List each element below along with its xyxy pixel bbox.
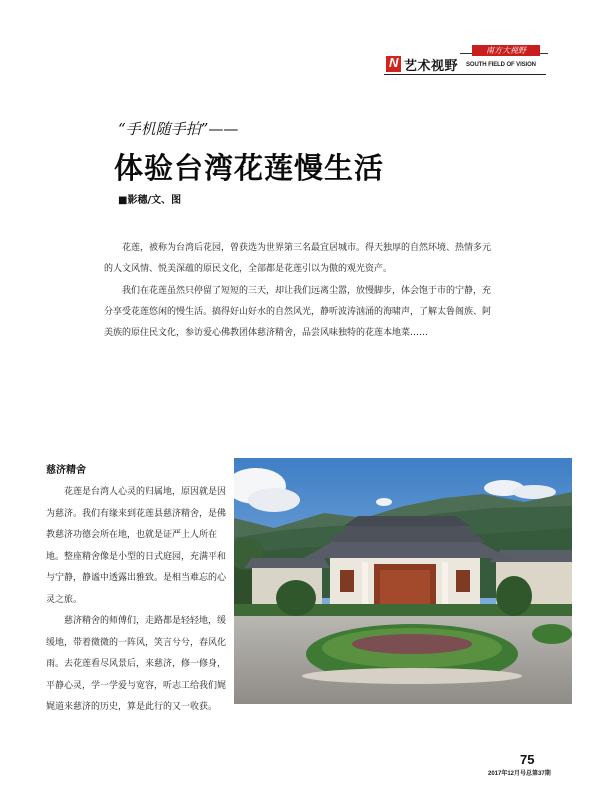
magazine-english-name: SOUTH FIELD OF VISION xyxy=(466,62,536,68)
page-number: 75 xyxy=(520,752,535,767)
intro-paragraph: 我们在花莲虽然只停留了短短的三天，却让我们远离尘嚣，放慢脚步，体会饱于市的宁静，充分享受花莲悠闲的慢生活。搞得好山好水的自然风光，静听波涛汹涌的海啸声，了解太鲁阁族、阿美族的原住民文化，参访爱心佛教团体慈济精舍，品尝风味独特的花莲本地菜…… xyxy=(104,286,492,338)
article-title: 体验台湾花莲慢生活 xyxy=(114,151,385,185)
issue-info: 2017年12月号总第37期 xyxy=(488,771,551,777)
temple-photo xyxy=(234,458,572,704)
section-paragraph: 慈济精舍的师傅们，走路都是轻轻地，缓缓地，带着微微的一阵风，笑言兮兮，春风化雨。去花莲看尽风景后，来慈济，修一修身，平静心灵，学一学爱与宽容，听志工给我们娓娓道来慈济的历史，算是此行的又一收获。 xyxy=(46,616,227,712)
column-brand: 艺术视野 xyxy=(404,59,459,74)
header-rule xyxy=(384,74,546,75)
intro-paragraph: 花莲，被称为台湾后花园，曾获选为世界第三名最宜居城市。得天独厚的自然环境、热情多元的人文风情、悦美深蕴的原民文化，全部都是花莲引以为傲的观光资产。 xyxy=(104,243,492,274)
section-title: 慈济精舍 xyxy=(46,465,86,476)
article-intro xyxy=(104,238,498,345)
magazine-name: 南方大视野 xyxy=(486,46,526,55)
article-byline: ■影穗/文、图 xyxy=(118,195,182,206)
section-paragraph: 花莲是台湾人心灵的归属地，原因就是因为慈济。我们有缘来到花莲县慈济精舍，是佛教慈济功德会所在地，也就是证严上人所在地。整座精舍像是小型的日式庭园，充满平和与宁静，静谧中透露出雅致。是相当难忘的心灵之旅。 xyxy=(46,487,227,605)
section-body xyxy=(46,482,230,719)
logo-letter: N xyxy=(389,55,399,70)
article-subtitle: “手机随手拍”—— xyxy=(118,120,239,138)
